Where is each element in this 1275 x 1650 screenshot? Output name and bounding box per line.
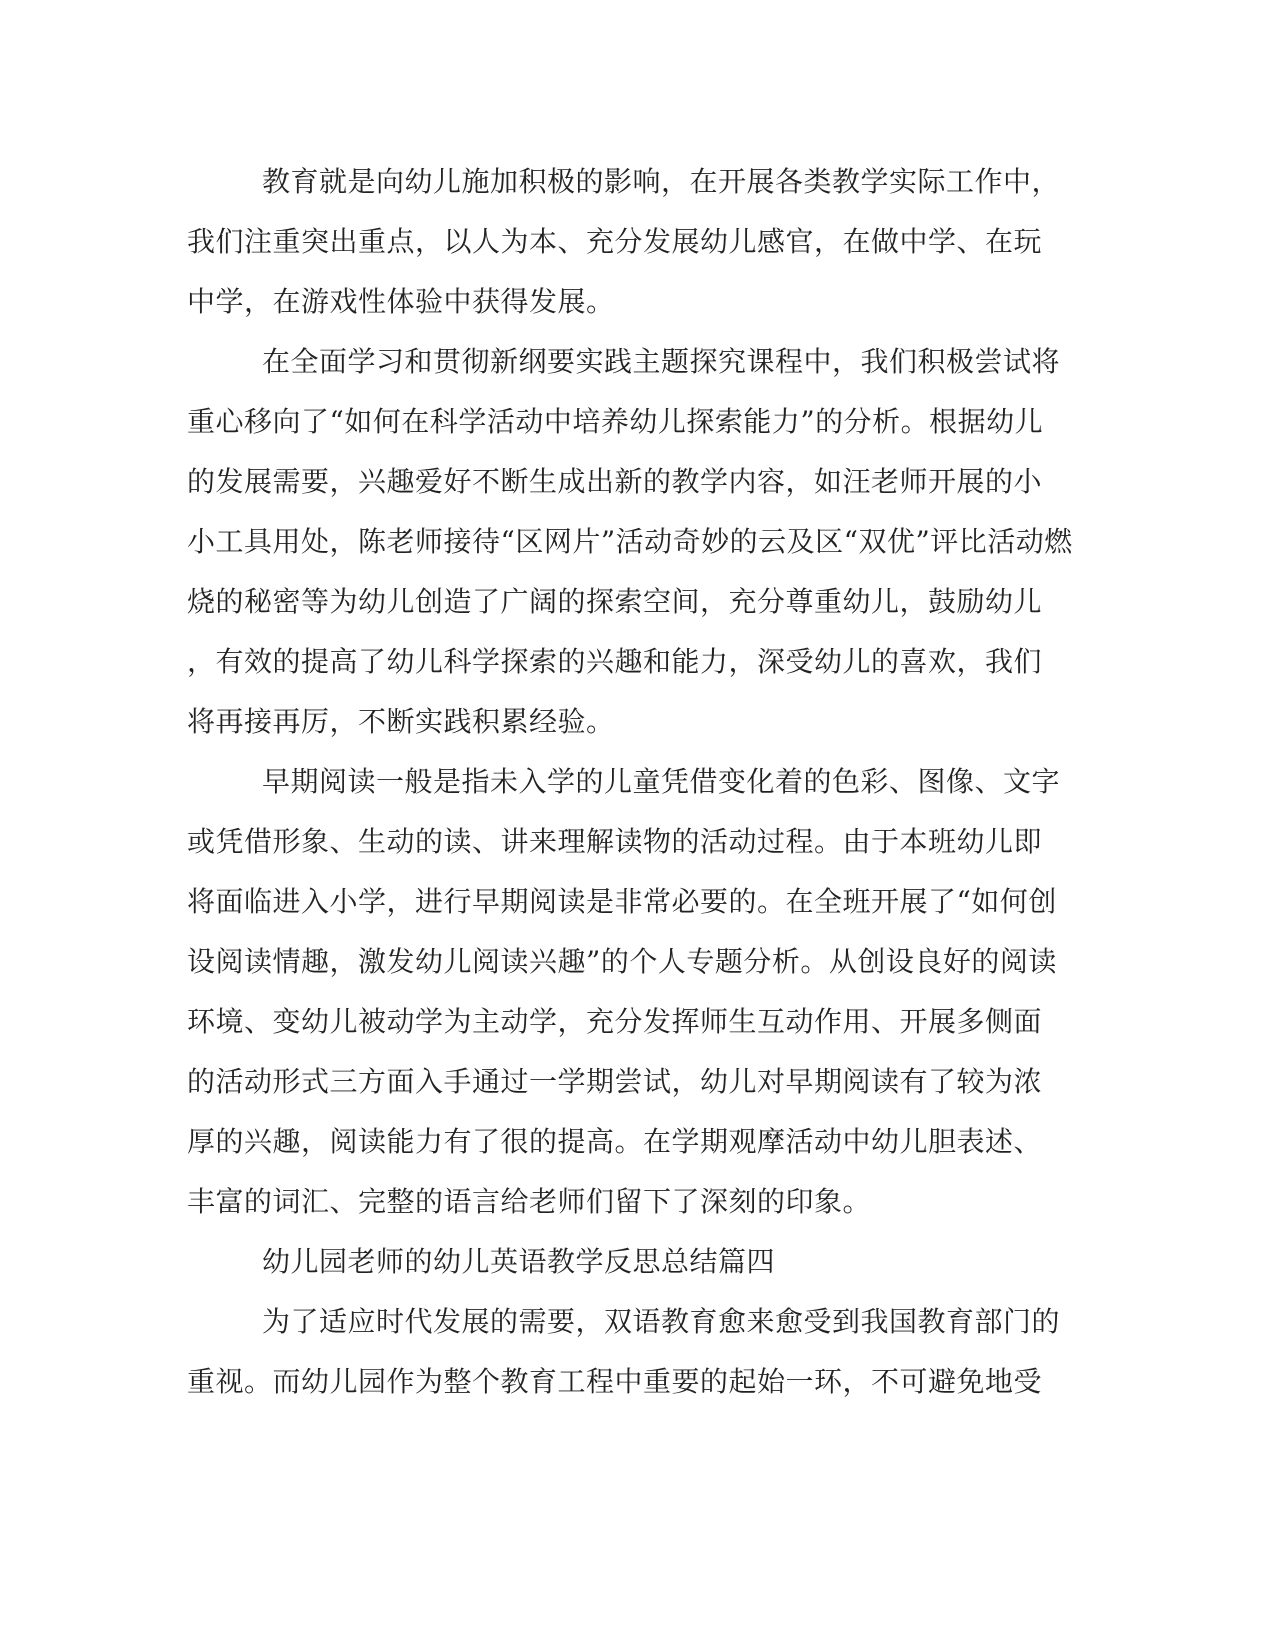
paragraph-line: 为了适应时代发展的需要，双语教育愈来愈受到我国教育部门的 <box>262 1305 1061 1338</box>
section-heading <box>187 1232 1067 1292</box>
paragraph-line: 将再接再厉，不断实践积累经验。 <box>187 705 615 738</box>
paragraph-line: 烧的秘密等为幼儿创造了广阔的探索空间，充分尊重幼儿，鼓励幼儿 <box>187 585 1043 618</box>
paragraph-line: 设阅读情趣，激发幼儿阅读兴趣”的个人专题分析。从创设良好的阅读 <box>187 945 1057 978</box>
paragraph-line: 我们注重突出重点，以人为本、充分发展幼儿感官，在做中学、在玩 <box>187 225 1043 258</box>
paragraph-line: 环境、变幼儿被动学为主动学，充分发挥师生互动作用、开展多侧面 <box>187 1005 1043 1038</box>
paragraph-line: 或凭借形象、生动的读、讲来理解读物的活动过程。由于本班幼儿即 <box>187 825 1043 858</box>
paragraph-line: 的发展需要，兴趣爱好不断生成出新的教学内容，如汪老师开展的小 <box>187 465 1043 498</box>
paragraph-line: 将面临进入小学，进行早期阅读是非常必要的。在全班开展了“如何创 <box>187 885 1057 918</box>
paragraph-line: 的活动形式三方面入手通过一学期尝试，幼儿对早期阅读有了较为浓 <box>187 1065 1043 1098</box>
paragraph-early-reading <box>187 752 1067 1232</box>
paragraph-line: 重视。而幼儿园作为整个教育工程中重要的起始一环，不可避免地受 <box>187 1365 1043 1398</box>
paragraph-line: 丰富的词汇、完整的语言给老师们留下了深刻的印象。 <box>187 1185 872 1218</box>
document-body <box>187 152 1073 1412</box>
paragraph-line: ，有效的提高了幼儿科学探索的兴趣和能力，深受幼儿的喜欢，我们 <box>187 645 1043 678</box>
paragraph-education-influence <box>187 152 1067 332</box>
paragraph-line: 中学，在游戏性体验中获得发展。 <box>187 285 615 318</box>
paragraph-line: 厚的兴趣，阅读能力有了很的提高。在学期观摩活动中幼儿胆表述、 <box>187 1125 1043 1158</box>
paragraph-line: 在全面学习和贯彻新纲要实践主题探究课程中，我们积极尝试将 <box>262 345 1061 378</box>
paragraph-line: 重心移向了“如何在科学活动中培养幼儿探索能力”的分析。根据幼儿 <box>187 405 1044 438</box>
paragraph-science-exploration <box>187 332 1073 752</box>
paragraph-line: 教育就是向幼儿施加积极的影响，在开展各类教学实际工作中， <box>262 165 1061 198</box>
paragraph-line: 小工具用处，陈老师接待“区网片”活动奇妙的云及区“双优”评比活动燃 <box>187 525 1073 558</box>
section-heading-text: 幼儿园老师的幼儿英语教学反思总结篇四 <box>262 1245 776 1278</box>
paragraph-bilingual-education <box>187 1292 1067 1412</box>
paragraph-line: 早期阅读一般是指未入学的儿童凭借变化着的色彩、图像、文字 <box>262 765 1061 798</box>
